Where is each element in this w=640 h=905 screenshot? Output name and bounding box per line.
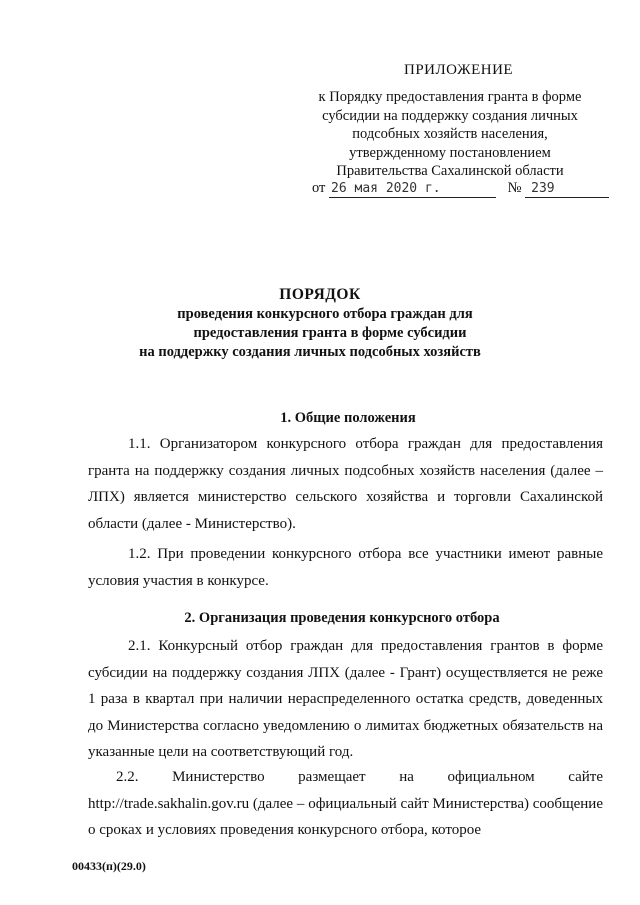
document-code: 00433(п)(29.0) bbox=[72, 859, 146, 873]
date-number-line bbox=[312, 180, 609, 198]
document-title: ПОРЯДОК bbox=[279, 286, 361, 303]
number-value: 239 bbox=[531, 181, 555, 196]
number-field bbox=[525, 180, 609, 198]
number-sign: № bbox=[507, 180, 522, 196]
document-subtitle-line: на поддержку создания личных подсобных хозяйств bbox=[139, 344, 481, 360]
word: официальном bbox=[447, 769, 535, 785]
word: сайте bbox=[568, 769, 603, 785]
appendix-line: к Порядку предоставления гранта в форме bbox=[318, 89, 582, 105]
section-1-heading: 1. Общие положения bbox=[280, 410, 416, 426]
paragraph-text: 2.1. Конкурсный отбор граждан для предоставления грантов в форме субсидии на поддержку создания ЛПХ (далее - Грант) осуществляется не реже 1 раза в квартал при наличии нераспределенного остатка средств, доведенных до Министерства согласно уведомлению о лимитах бюджетных обязательств на указанные цели на соответствующий год. bbox=[88, 638, 603, 760]
date-field bbox=[329, 180, 496, 198]
paragraph-first-line bbox=[88, 764, 603, 791]
appendix-line: субсидии на поддержку создания личных bbox=[322, 107, 578, 124]
word: на bbox=[399, 769, 414, 785]
word: Министерство bbox=[172, 769, 265, 785]
appendix-line: утвержденному постановлением bbox=[349, 144, 551, 161]
paragraph-2-1 bbox=[88, 633, 603, 766]
section-2-heading: 2. Организация проведения конкурсного отбора bbox=[184, 610, 500, 626]
appendix-line: подсобных хозяйств населения, bbox=[352, 126, 548, 142]
document-subtitle-line: предоставления гранта в форме субсидии bbox=[193, 325, 467, 341]
paragraph-2-2 bbox=[88, 764, 603, 844]
date-prefix: от bbox=[312, 180, 326, 196]
paragraph-1-1 bbox=[88, 431, 603, 537]
appendix-line: Правительства Сахалинской области bbox=[336, 163, 564, 179]
document-subtitle-line: проведения конкурсного отбора граждан для bbox=[177, 306, 473, 322]
appendix-title: ПРИЛОЖЕНИЕ bbox=[404, 62, 514, 78]
paragraph-text: 1.2. При проведении конкурсного отбора все участники имеют равные условия участия в конкурсе. bbox=[88, 546, 603, 589]
date-value: 26 мая 2020 г. bbox=[331, 181, 441, 196]
appendix-text bbox=[300, 88, 600, 181]
paragraph-text: 1.1. Организатором конкурсного отбора граждан для предоставления гранта на поддержку создания личных подсобных хозяйств населения (далее – ЛПХ) является министерство сельского хозяйства и торговли Сахалинской области (далее - Министерство). bbox=[88, 436, 603, 532]
word: размещает bbox=[298, 769, 366, 785]
paragraph-1-2 bbox=[88, 541, 603, 594]
word: 2.2. bbox=[116, 769, 139, 785]
paragraph-text: http://trade.sakhalin.gov.ru (далее – официальный сайт Министерства) сообщение о сроках и условиях проведения конкурсного отбора, которое bbox=[88, 795, 603, 838]
